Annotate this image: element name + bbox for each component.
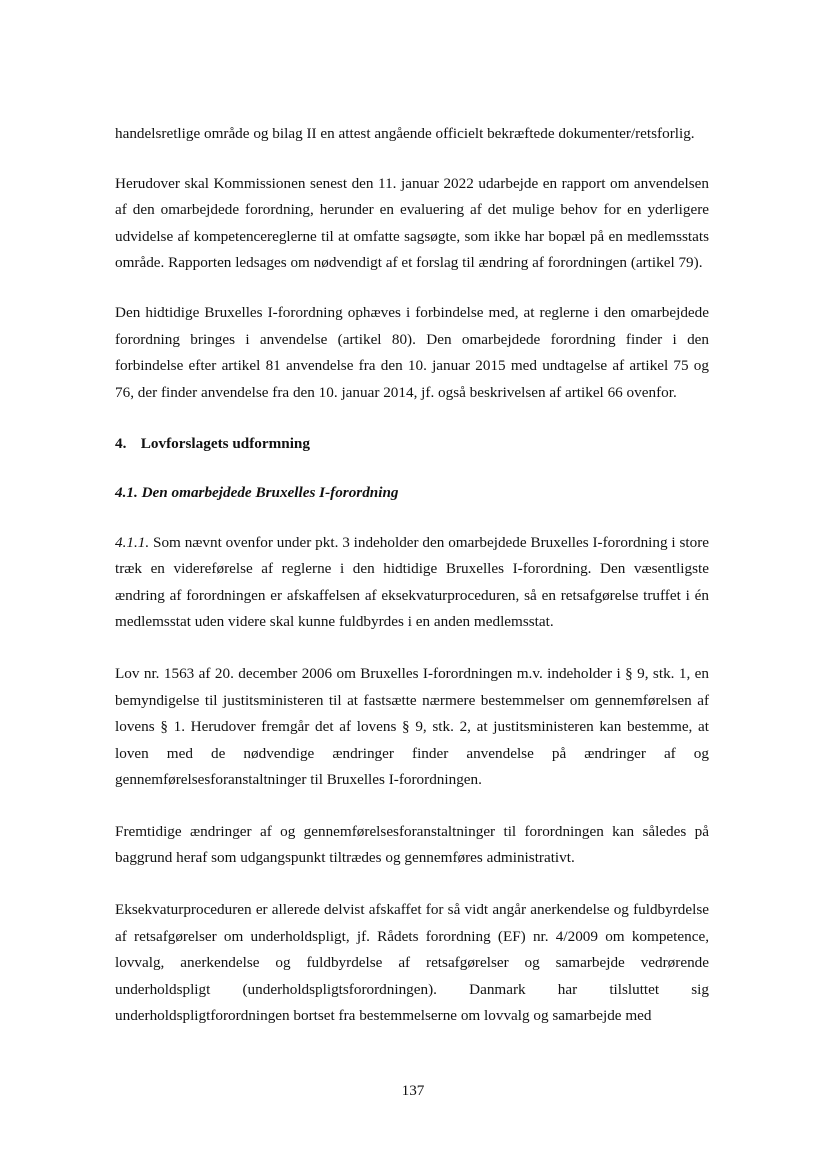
document-page xyxy=(115,121,709,1030)
paragraph-lov-1563: Lov nr. 1563 af 20. december 2006 om Bruxelles I-forordningen m.v. indeholder i § 9, stk. 1, en bemyndigelse til justitsministeren til at fastsætte nærmere bestemmelser om gennemførelsen af lovens § 1. Herudover fremgår det af lovens § 9, stk. 2, at justitsministeren kan bestemme, at loven med de nødvendige ændringer finder anvendelse på ændringer af og gennemførelsesforanstaltninger til Bruxelles I-forordningen. xyxy=(115,664,709,789)
section-title: Lovforslagets udformning xyxy=(140,435,310,453)
section-number: 4. xyxy=(115,435,127,453)
subsection-heading: 4.1. Den omarbejdede Bruxelles I-forordning xyxy=(115,483,399,501)
page-number: 137 xyxy=(401,1082,425,1099)
paragraph-fremtidige: Fremtidige ændringer af og gennemførelsesforanstaltninger til forordningen kan således på baggrund heraf som udgangspunkt tiltrædes og gennemføres administrativt. xyxy=(115,822,709,867)
paragraph-attest: handelsretlige område og bilag II en attest angående officielt bekræftede dokumenter/retsforlig. xyxy=(115,125,695,142)
paragraph-rapport: Herudover skal Kommissionen senest den 11. januar 2022 udarbejde en rapport om anvendelsen af den omarbejdede forordning, herunder en evaluering af det mulige behov for en yderligere udvidelse af kompetencereglerne til at omfatte sagsøgte, som ikke har bopæl på en medlemsstats område. Rapporten ledsages om nødvendigt af et forslag til ændring af forordningen (artikel 79). xyxy=(115,174,709,272)
paragraph-4-1-1 xyxy=(115,530,709,636)
paragraph-reference: 4.1.1. xyxy=(115,533,150,551)
section-heading xyxy=(115,431,709,458)
paragraph-eksekvatur: Eksekvaturproceduren er allerede delvist afskaffet for så vidt angår anerkendelse og fuldbyrdelse af retsafgørelser om underholdspligt, jf. Rådets forordning (EF) nr. 4/2009 om kompetence, lovvalg, anerkendelse og fuldbyrdelse af retsafgørelser og samarbejde vedrørende underholdspligt (underholdspligtsforordningen). Danmark har tilsluttet sig underholdspligtforordningen bortset fra bestemmelserne om lovvalg og samarbejde med xyxy=(115,901,709,1025)
paragraph-ophaevelse: Den hidtidige Bruxelles I-forordning ophæves i forbindelse med, at reglerne i den omarbejdede forordning bringes i anvendelse (artikel 80). Den omarbejdede forordning finder i den forbindelse efter artikel 81 anvendelse fra den 10. januar 2015 med undtagelse af artikel 75 og 76, der finder anvendelse fra den 10. januar 2014, jf. også beskrivelsen af artikel 66 ovenfor. xyxy=(115,303,709,401)
paragraph-4-1-1-text: Som nævnt ovenfor under pkt. 3 indeholder den omarbejdede Bruxelles I-forordning i store træk en videreførelse af reglerne i den hidtidige Bruxelles I-forordning. Den væsentligste ændring af forordningen er afskaffelsen af eksekvaturproceduren, så en retsafgørelse truffet i én medlemsstat uden videre skal kunne fuldbyrdes i en anden medlemsstat. xyxy=(115,533,709,631)
